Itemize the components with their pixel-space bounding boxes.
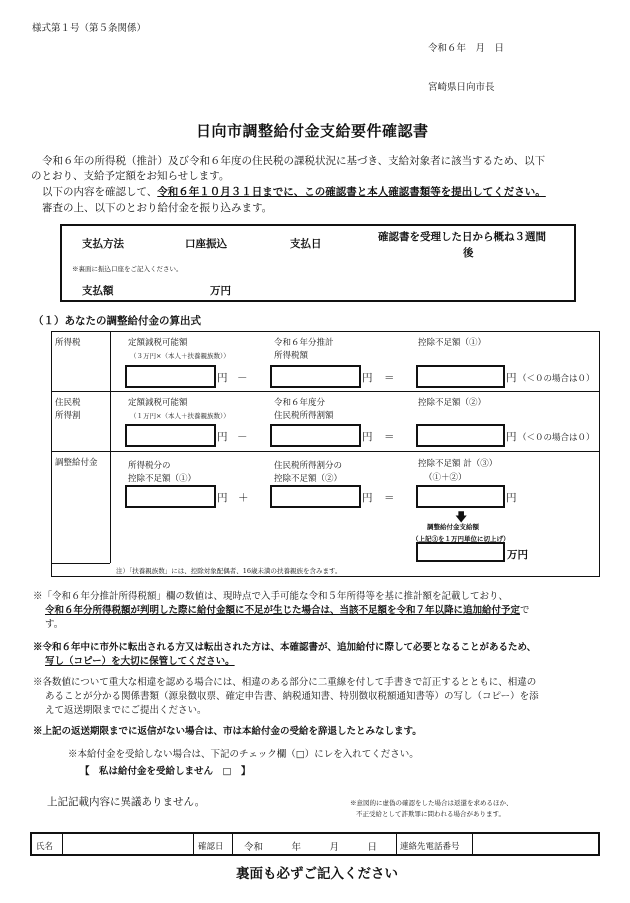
- note1-line3: す。: [45, 619, 64, 630]
- equals-sign: ＝: [384, 372, 395, 384]
- row1-col1-note: （３万円×（本人＋扶養親族数））: [130, 352, 230, 360]
- row3-col2-title2: 控除不足額（②）: [274, 474, 343, 484]
- result-note: （上記③を１万円単位に切上げ）: [412, 535, 510, 543]
- row3-col2-title1: 住民税所得割分の: [274, 461, 343, 471]
- phone-field[interactable]: [474, 834, 598, 854]
- decline-instruction: ※本給付金を受給しない場合は、下記のチェック欄（□）にレを入れてください。: [68, 749, 419, 760]
- row3-field1[interactable]: [125, 485, 216, 508]
- result-field[interactable]: [416, 542, 505, 562]
- pay-date-value-1: 確認書を受理した日から概ね３週間: [378, 231, 546, 243]
- row2-yen3: 円: [506, 431, 517, 443]
- row1-col2-title1: 令和６年分推計: [274, 338, 334, 348]
- row1-yen2: 円: [362, 372, 373, 384]
- row2-col3-title: 控除不足額（②）: [418, 398, 487, 408]
- calc-footnote: 注）「扶養親族数」には、控除対象配偶者、16歳未満の扶養親族を含みます。: [116, 567, 342, 575]
- equals-sign: ＝: [384, 431, 395, 443]
- issuer: 宮崎県日向市長: [428, 82, 495, 93]
- decline-checkbox[interactable]: 【 私は給付金を受給しません □ 】: [80, 766, 251, 777]
- row-divider: [51, 451, 600, 452]
- note3-line2: あることが分かる関係書類（源泉徴収票、確定申告書、納税通知書、特別徴収税額通知書等）の写し（コピー）を添: [45, 691, 539, 702]
- calc-heading: （１）あなたの調整給付金の算出式: [33, 315, 201, 327]
- row1-suffix: （＜０の場合は０）: [518, 374, 595, 384]
- date-line: 令和６年 月 日: [428, 43, 505, 54]
- row2-yen2: 円: [362, 431, 373, 443]
- intro-line3: 以下の内容を確認して、令和６年１０月３１日までに、この確認書と本人確認書類等を提出してください。: [42, 186, 546, 198]
- row2-col2-title1: 令和６年度分: [274, 398, 326, 408]
- method-label: 支払方法: [82, 238, 124, 250]
- note3-line1: ※各数値について重大な相違を認める場合には、相違のある部分に二重線を付して手書きで訂正するとともに、相違の: [33, 677, 537, 688]
- row3-yen3: 円: [506, 492, 517, 504]
- form-number: 様式第１号（第５条関係）: [32, 23, 147, 34]
- name-label: 氏名: [36, 842, 54, 852]
- pay-date-label: 支払日: [290, 238, 322, 250]
- row2-suffix: （＜０の場合は０）: [518, 433, 595, 443]
- row2-field1[interactable]: [125, 424, 216, 447]
- row2-field3[interactable]: [416, 424, 505, 447]
- note2-line2: 写し（コピー）を大切に保管してください。: [45, 656, 235, 667]
- row1-yen3: 円: [506, 372, 517, 384]
- row2-col1-title: 定額減税可能額: [128, 398, 188, 408]
- footer-notice: 裏面も必ずご記入ください: [236, 866, 398, 882]
- equals-sign: ＝: [384, 492, 395, 504]
- row3-col1-title2: 控除不足額（①）: [128, 474, 197, 484]
- row2-yen1: 円: [217, 431, 228, 443]
- bank-note: ※裏面に振込口座をご記入ください。: [72, 265, 183, 273]
- sig-divider: [472, 833, 473, 855]
- amount-unit: 万円: [210, 285, 231, 297]
- warning-line1: ※意図的に虚偽の確認をした場合は返還を求めるほか、: [350, 799, 513, 807]
- row1-label: 所得税: [55, 338, 81, 348]
- row3-yen2: 円: [362, 492, 373, 504]
- row2-col2-title2: 住民税所得割額: [274, 411, 334, 421]
- note2-line1: ※令和６年中に市外に転出される方又は転出された方は、本確認書が、追加給付に際して必要となることがあるため、: [33, 642, 537, 653]
- row1-col3-title: 控除不足額（①）: [418, 338, 487, 348]
- row3-label: 調整給付金: [55, 458, 98, 468]
- arrow-down-icon: 🡇: [455, 510, 468, 524]
- row1-col2-title2: 所得税額: [274, 351, 309, 361]
- result-title: 調整給付金支給額: [427, 523, 479, 531]
- row3-col3-title1: 控除不足額 計（③）: [418, 459, 498, 469]
- row3-yen1: 円: [217, 492, 228, 504]
- sig-divider: [62, 833, 63, 855]
- sig-divider: [193, 833, 194, 855]
- sig-divider: [396, 833, 397, 855]
- row3-field2[interactable]: [270, 485, 361, 508]
- note1-line1: ※「令和６年分推計所得税額」欄の数値は、現時点で入手可能な令和５年所得等を基に推計額を記載しており、: [33, 591, 509, 602]
- plus-sign: ＋: [238, 492, 249, 504]
- phone-label: 連絡先電話番号: [400, 842, 460, 852]
- row2-label2: 所得割: [55, 411, 81, 421]
- label-col-bottom: [51, 563, 110, 564]
- intro-line4: 審査の上、以下のとおり給付金を振り込みます。: [42, 202, 273, 214]
- row1-field1[interactable]: [125, 365, 216, 388]
- warning-line2: 不正受給として詐欺罪に問われる場合があります。: [356, 810, 505, 818]
- intro-line1: 令和６年の所得税（推計）及び令和６年度の住民税の課税状況に基づき、支給対象者に該当するため、以下: [42, 155, 546, 167]
- result-unit: 万円: [507, 549, 528, 561]
- row3-col3-title2: （①＋②）: [424, 473, 467, 483]
- name-field[interactable]: [64, 834, 192, 854]
- sig-divider: [232, 833, 233, 855]
- label-col-divider: [110, 331, 111, 563]
- deadline-text: 令和６年１０月３１日までに、この確認書と本人確認書類等を提出してください。: [157, 186, 546, 198]
- note3-line3: えて返送期限までにご提出ください。: [45, 705, 207, 716]
- row1-yen1: 円: [217, 372, 228, 384]
- row-divider: [51, 391, 600, 392]
- row3-field3[interactable]: [416, 485, 505, 508]
- intro-line2: のとおり、支給予定額をお知らせします。: [31, 170, 230, 182]
- row3-col1-title1: 所得税分の: [128, 461, 171, 471]
- row1-field3[interactable]: [416, 365, 505, 388]
- row1-field2[interactable]: [270, 365, 361, 388]
- row1-col1-title: 定額減税可能額: [128, 338, 188, 348]
- pay-date-value-2: 後: [463, 247, 474, 259]
- row2-label1: 住民税: [55, 398, 81, 408]
- minus-sign: －: [237, 372, 248, 384]
- minus-sign: －: [237, 431, 248, 443]
- row2-col1-note: （１万円×（本人＋扶養親族数））: [130, 412, 230, 420]
- amount-label: 支払額: [82, 285, 114, 297]
- confirm-date-label: 確認日: [198, 842, 224, 852]
- note1-line2: 令和６年分所得税額が判明した際に給付金額に不足が生じた場合は、当該不足額を令和７年以降に追加給付予定で: [45, 605, 530, 616]
- agreement-text: 上記記載内容に異議ありません。: [47, 796, 206, 808]
- method-value: 口座振込: [185, 238, 227, 250]
- note4: ※上記の返送期限までに返信がない場合は、市は本給付金の受給を辞退したとみなします。: [33, 726, 422, 737]
- confirm-date-field[interactable]: 令和 年 月 日: [244, 842, 378, 853]
- page-title: 日向市調整給付金支給要件確認書: [196, 122, 429, 140]
- row2-field2[interactable]: [270, 424, 361, 447]
